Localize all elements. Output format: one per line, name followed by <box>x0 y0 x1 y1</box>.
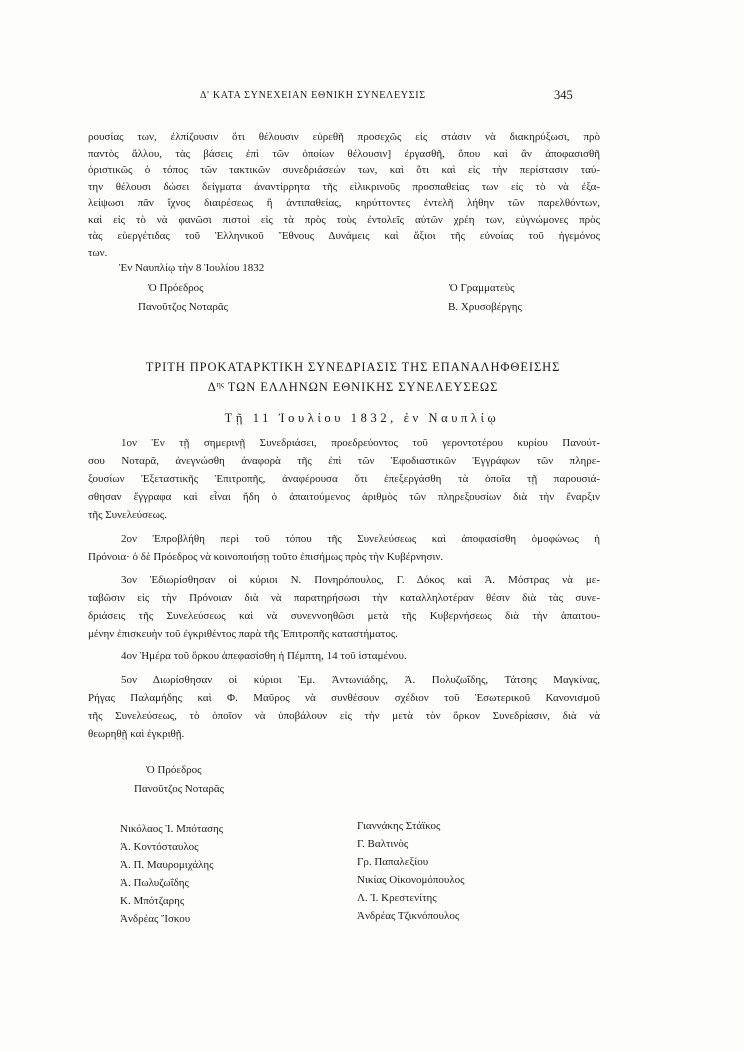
session-title-line-2 <box>88 380 618 395</box>
item-line: μένην ἐπισκευὴν τοῦ ἐγκριθέντος παρὰ τῆς Ἐπιτροπῆς καταστήματος. <box>88 628 398 640</box>
closing-president-title: Ὁ Πρόεδρος <box>146 764 202 776</box>
item-line: δριάσεις τῆς Συνελεύσεως καὶ νὰ συνεννοηθῶσι μετὰ τῆς Κυβερνήσεως διὰ τὴν ἀπαιτου- <box>88 610 600 622</box>
minutes-item-5 <box>88 671 600 743</box>
item-line: 5ον Διωρίσθησαν οἱ κύριοι Ἐμ. Ἀντωνιάδης, Ἀ. Πολυζωΐδης, Τάτσης Μαγκίνας, <box>121 674 600 686</box>
member-name: Λ. Ἰ. Κρεστενίτης <box>357 892 437 904</box>
member-name: Κ. Μπότζαρης <box>120 895 185 907</box>
paragraph-line: παντὸς ἄλλου, τὰς βάσεις ἐπὶ τῶν ὁποίων θέλουσιν] ἐργασθῆ, ὅπου καὶ ἂν ἀποφασισθῆ <box>88 147 600 160</box>
item-line: τῆς Συνελεύσεως, τὸ ὁποῖον νὰ ὑποβάλουν εἰς τὴν μετὰ τὸν ὅρκον Συνεδρίασιν, διὰ νὰ <box>88 710 600 722</box>
president-name: Πανοῦτζος Νοταρᾶς <box>138 301 229 313</box>
item-line: Ρήγας Παλαμήδης καὶ Φ. Μαῦρος νὰ συνθέσουν σχέδιον τοῦ Ἐσωτερικοῦ Κανονισμοῦ <box>88 692 600 704</box>
title-line-2-text: ΤΩΝ ΕΛΛΗΝΩΝ ΕΘΝΙΚΗΣ ΣΥΝΕΛΕΥΣΕΩΣ <box>224 380 499 394</box>
closing-president-name: Πανοῦτζος Νοταρᾶς <box>134 783 225 795</box>
paragraph-line: ὁριστικῶς ὁ τόπος τῶν τακτικῶν συνεδριάσεών των, καὶ ὅτι καὶ εἰς τὴν περίστασιν ταύ- <box>88 164 600 176</box>
member-name: Ἀνδρέας Τζικνόπουλος <box>357 910 460 922</box>
paragraph-line: καὶ εἰς τὸ νὰ φανῶσι πιστοὶ εἰς τὰ πρὸς τοὺς ἐντολεῖς αὐτῶν χρέη των, εὐγνώμονες πρὸς <box>88 213 600 226</box>
running-title: Δ' ΚΑΤΑ ΣΥΝΕΧΕΙΑΝ ΕΘΝΙΚΗ ΣΥΝΕΛΕΥΣΙΣ <box>200 90 426 101</box>
member-name: Γιαννάκης Στάϊκος <box>357 820 441 832</box>
item-line: 2ον Ἐπροβλήθη περὶ τοῦ τόπου τῆς Συνελεύσεως καὶ ἀποφασίσθη ὁμοφώνως ἡ <box>121 533 600 545</box>
member-name: Ἀνδρέας Ἴσκου <box>120 913 191 925</box>
session-title-line-1: ΤΡΙΤΗ ΠΡΟΚΑΤΑΡΚΤΙΚΗ ΣΥΝΕΔΡΙΑΣΙΣ ΤΗΣ ΕΠΑΝΑΛΗΦΘΕΙΣΗΣ <box>145 360 561 374</box>
member-name: Ἀ. Π. Μαυρομιχάλης <box>120 859 214 871</box>
place-date-line: Ἐν Ναυπλίῳ τὴν 8 Ἰουλίου 1832 <box>119 262 265 274</box>
paragraph-line: των. <box>88 246 108 259</box>
session-date: Τῇ 11 Ἰουλίου 1832, ἐν Ναυπλίῳ <box>224 411 500 425</box>
minutes-item-4 <box>88 647 600 665</box>
ordinal-letter: Δ <box>207 380 217 394</box>
president-title: Ὁ Πρόεδρος <box>148 282 204 294</box>
item-line: Πρόνοια· ὁ δὲ Πρόεδρος νὰ κοινοποιήσῃ τοῦτο ἐπισήμως πρὸς τὴν Κυβέρνησιν. <box>88 551 444 563</box>
item-line: σου Νοταρᾶ, ἀνεγνώσθη ἀναφορὰ τῆς ἐπὶ τῶν Ἐφοδιαστικῶν Ἐγγράφων τῶν πληρε- <box>88 455 600 467</box>
secretary-name: Β. Χρυσοβέργης <box>448 301 522 313</box>
item-line: σθησαν ἔγγραφα καὶ εἶναι ἤδη ὁ ἀπαιτούμενος ἀριθμὸς τῶν πληρεξουσίων διὰ τὴν ἔναρξιν <box>88 491 600 503</box>
item-line: τῆς Συνελεύσεως. <box>88 509 168 521</box>
item-line: ξουσίων Ἐξεταστικῆς Ἐπιτροπῆς, ἀναφέρουσα ὅτι ἐπεξεργάσθη τὰ ὁποῖα τῇ παρουσιά- <box>88 473 600 485</box>
page-number: 345 <box>554 88 573 102</box>
item-line: 4ον Ἡμέρα τοῦ ὅρκου ἀπεφασίσθη ἡ Πέμπτη, 14 τοῦ ἱσταμένου. <box>121 650 407 662</box>
paragraph-line: ρουσίας των, ἐλπίζουσιν ὅτι θέλουσιν εὑρεθῆ προσεχῶς εἰς στάσιν νὰ διακηρύξωσι, πρὸ <box>88 131 600 143</box>
member-name: Νικίας Οἰκονομόπουλος <box>357 874 465 886</box>
paragraph-line: την θέλουσι δώσει δείγματα ἀναντίρρητα τῆς εἰλικρινοῦς προσπαθείας των εἰς τὸ νὰ ἐξα- <box>88 180 600 193</box>
members-right-column <box>357 817 465 925</box>
member-name: Γ. Βαλτινὸς <box>357 838 409 850</box>
minutes-item-3 <box>88 571 600 643</box>
member-name: Γρ. Παπαλεξίου <box>357 856 429 868</box>
item-line: 3ον Ἐδιωρίσθησαν οἱ κύριοι Ν. Πονηρόπουλος, Γ. Δόκος καὶ Ἀ. Μόστρας νὰ με- <box>121 574 600 586</box>
item-line: ταβῶσιν εἰς τὴν Πρόνοιαν διὰ νὰ παρατηρήσωσι τὴν καταλληλοτέραν θέσιν διὰ τὰς συνε- <box>88 592 600 604</box>
member-name: Ἀ. Κοντόσταυλος <box>120 841 199 853</box>
item-line: 1ον Ἐν τῇ σημερινῇ Συνεδριάσει, προεδρεύοντος τοῦ γεροντοτέρου κυρίου Πανούτ- <box>121 437 600 449</box>
ordinal-suffix: ης <box>216 380 224 389</box>
paragraph-line: τὰς εὐεργέτιδας τοῦ Ἑλληνικοῦ Ἔθνους Δυνάμεις καὶ ἄξιοι τῆς εὐνοίας τοῦ ἡγεμόνος <box>88 230 600 242</box>
paragraph-line: λείψωσι πᾶν ἴχνος διαιρέσεως ἢ ἀντιπαθείας, κηρύττοντες ἐντελῆ λήθην τῶν παρελθόντων, <box>88 197 600 209</box>
member-name: Ἀ. Πωλυζωΐδης <box>120 877 189 889</box>
item-line: θεωρηθῇ καὶ ἐγκριθῇ. <box>88 728 185 740</box>
secretary-title: Ὁ Γραμματεὺς <box>449 282 515 294</box>
continuation-paragraph <box>88 129 600 261</box>
minutes-item-1 <box>88 434 600 524</box>
minutes-item-2 <box>88 530 600 566</box>
members-left-column <box>120 820 223 928</box>
member-name: Νικόλαος Ἰ. Μπότασης <box>120 823 224 835</box>
